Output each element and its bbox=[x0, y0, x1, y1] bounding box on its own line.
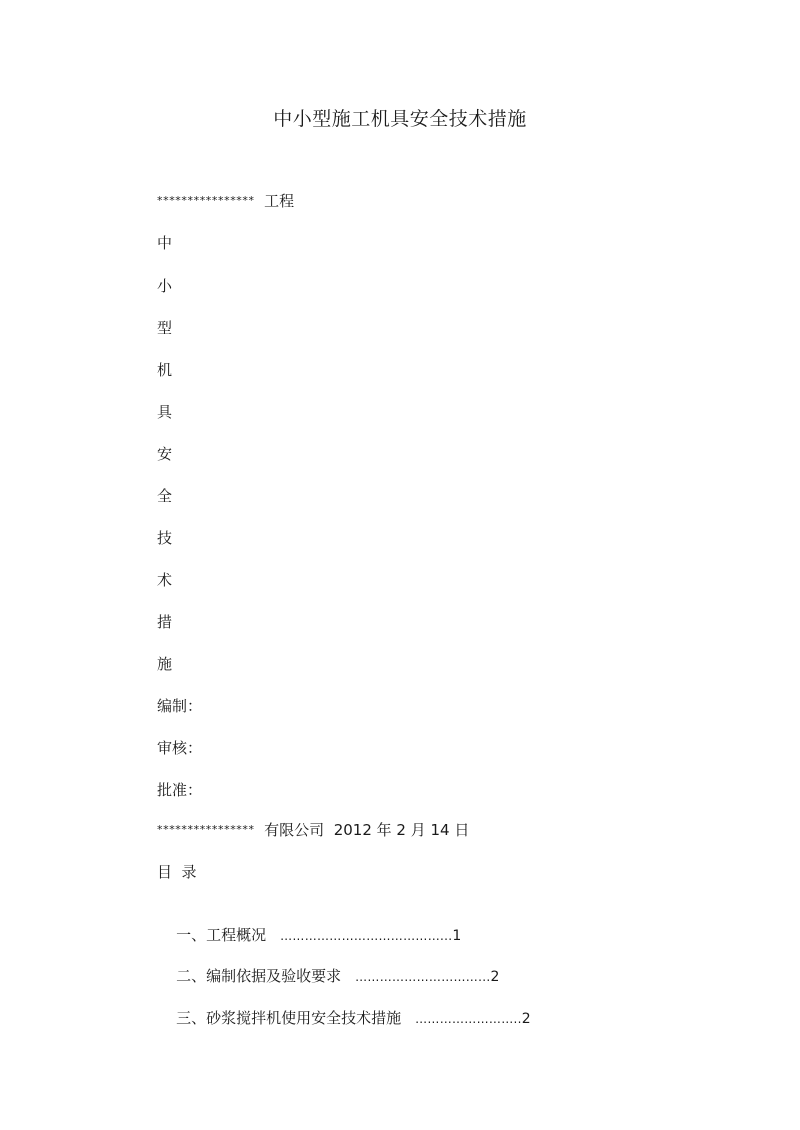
toc-page-number: 2 bbox=[521, 1011, 531, 1027]
toc-leader-dots: …………………………………... bbox=[280, 929, 453, 943]
toc-leader-dots: …………………….. bbox=[415, 1012, 522, 1026]
company-date-line bbox=[157, 820, 469, 840]
vertical-char: 小 bbox=[157, 277, 173, 295]
toc-heading: 目 录 bbox=[157, 863, 197, 881]
toc-item-label: 一、工程概况 bbox=[176, 926, 267, 944]
toc-item-label: 二、编制依据及验收要求 bbox=[176, 967, 342, 985]
vertical-char: 具 bbox=[157, 403, 173, 421]
vertical-char: 术 bbox=[157, 571, 173, 589]
approved-by-label: 批准： bbox=[157, 781, 203, 799]
vertical-char: 施 bbox=[157, 655, 173, 673]
toc-page-number: 2 bbox=[490, 969, 500, 985]
company-date-text: 有限公司 2012 年 2 月 14 日 bbox=[264, 821, 470, 839]
toc-item-label: 三、砂浆搅拌机使用安全技术措施 bbox=[176, 1009, 402, 1027]
company-name-placeholder: **************** bbox=[157, 823, 255, 836]
toc-page-number: 1 bbox=[452, 928, 462, 944]
vertical-char: 技 bbox=[157, 529, 173, 547]
reviewed-by-label: 审核： bbox=[157, 739, 203, 757]
vertical-char: 型 bbox=[157, 319, 173, 337]
toc-leader-dots: …………………………... bbox=[355, 970, 491, 984]
toc-item[interactable] bbox=[157, 988, 531, 1049]
document-title: 中小型施工机具安全技术措施 bbox=[273, 108, 527, 130]
project-line bbox=[157, 191, 294, 211]
project-name-placeholder: **************** bbox=[157, 194, 255, 207]
vertical-char: 中 bbox=[157, 234, 173, 252]
vertical-char: 措 bbox=[157, 613, 173, 631]
project-line-text: 工程 bbox=[264, 192, 295, 210]
vertical-char: 全 bbox=[157, 487, 173, 505]
compiled-by-label: 编制： bbox=[157, 697, 203, 715]
vertical-char: 机 bbox=[157, 361, 173, 379]
vertical-char: 安 bbox=[157, 445, 173, 463]
